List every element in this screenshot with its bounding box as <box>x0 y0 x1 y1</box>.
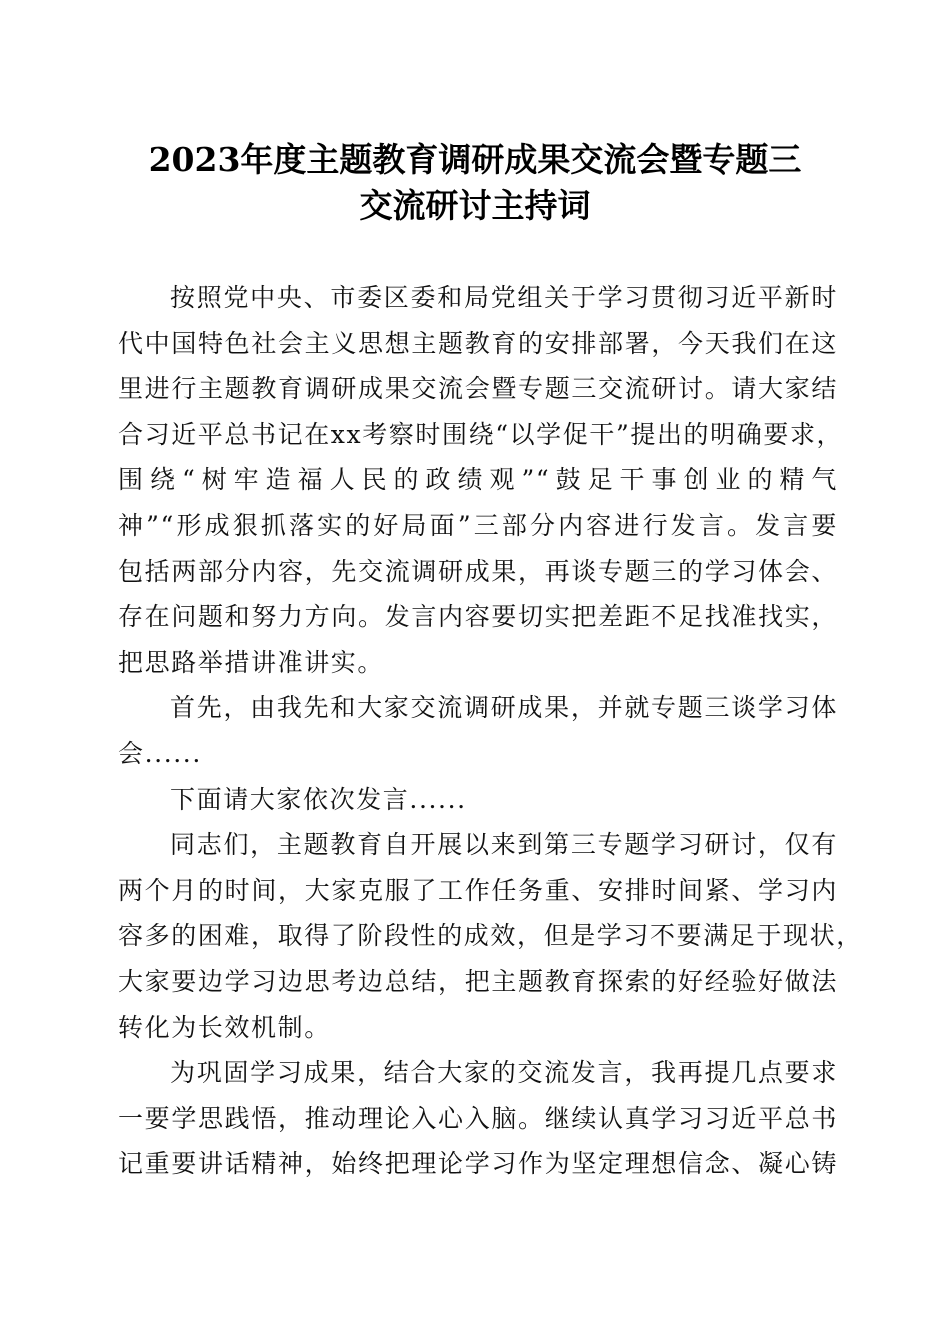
body-line: 下面请大家依次发言...... <box>170 784 467 814</box>
body-line: 包括两部分内容，先交流调研成果，再谈专题三的学习体会、 <box>118 556 838 586</box>
body-line: 两个月的时间，大家克服了工作任务重、安排时间紧、学习内 <box>118 875 838 905</box>
body-line: 一要学思践悟，推动理论入心入脑。继续认真学习习近平总书 <box>118 1103 838 1133</box>
body-line: 存在问题和努力方向。发言内容要切实把差距不足找准找实， <box>118 602 838 632</box>
body-line: 容多的困难，取得了阶段性的成效，但是学习不要满足于现状， <box>118 921 863 951</box>
body-line: 同志们，主题教育自开展以来到第三专题学习研讨，仅有 <box>170 830 838 860</box>
body-line: 记重要讲话精神，始终把理论学习作为坚定理想信念、凝心铸 <box>118 1149 838 1179</box>
document-title <box>100 137 850 229</box>
body-line: 神”“形成狠抓落实的好局面”三部分内容进行发言。发言要 <box>118 510 838 540</box>
body-line: 按照党中央、市委区委和局党组关于学习贯彻习近平新时 <box>170 283 838 312</box>
title-line-2: 交流研讨主持词 <box>359 186 591 225</box>
body-line: 代中国特色社会主义思想主题教育的安排部署，今天我们在这 <box>118 328 838 358</box>
body-line: 转化为长效机制。 <box>118 1012 331 1042</box>
body-line: 会...... <box>118 738 202 768</box>
body-line: 里进行主题教育调研成果交流会暨专题三交流研讨。请大家结 <box>118 374 838 404</box>
document-body <box>118 275 863 1187</box>
body-line: 首先，由我先和大家交流调研成果，并就专题三谈学习体 <box>170 693 838 723</box>
body-line: 围绕“树牢造福人民的政绩观”“鼓足干事创业的精气 <box>118 465 838 495</box>
body-line: 把思路举措讲准讲实。 <box>118 647 385 677</box>
title-line-1: 2023年度主题教育调研成果交流会暨专题三 <box>148 140 802 179</box>
body-line: 大家要边学习边思考边总结，把主题教育探索的好经验好做法 <box>118 966 838 996</box>
body-line: 合习近平总书记在xx考察时围绕“以学促干”提出的明确要求， <box>118 419 844 449</box>
body-line: 为巩固学习成果，结合大家的交流发言，我再提几点要求 <box>170 1058 838 1088</box>
